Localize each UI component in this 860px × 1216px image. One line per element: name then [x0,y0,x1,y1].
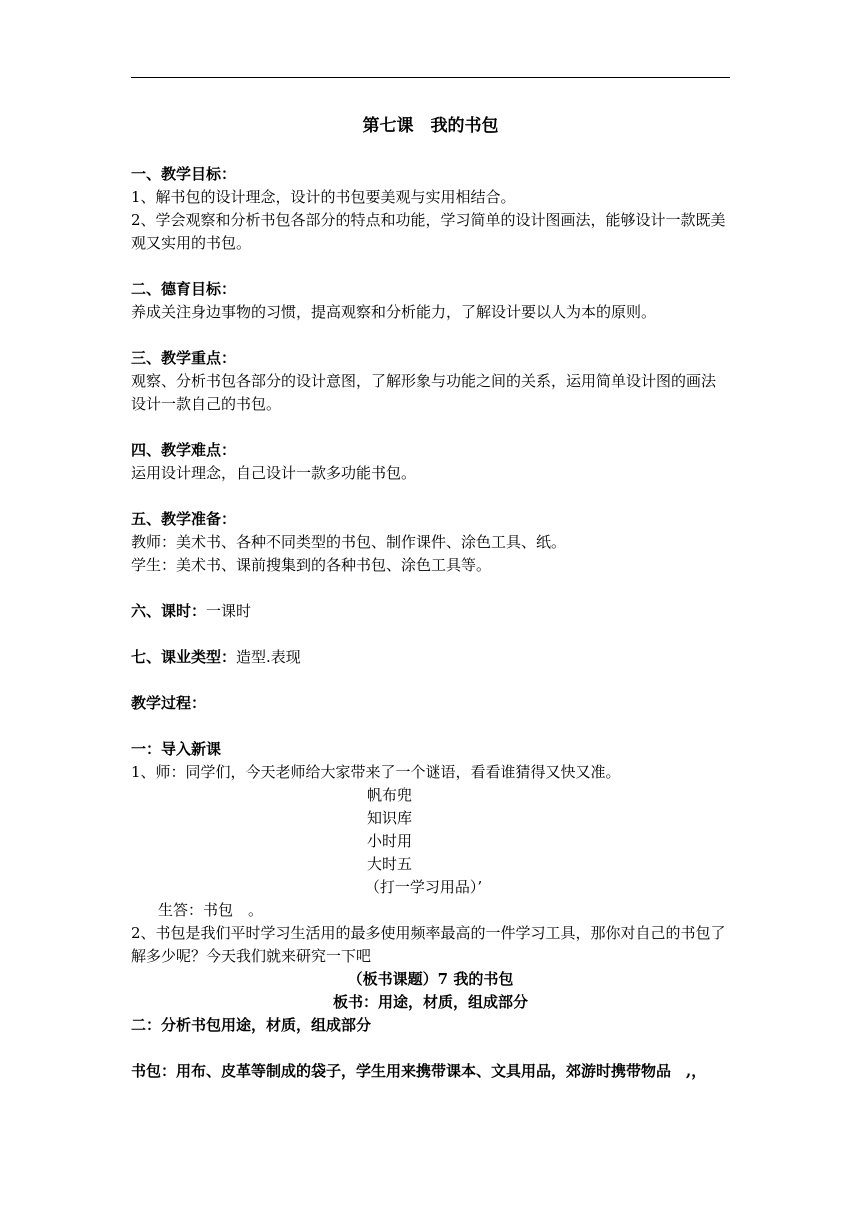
section-difficulties [131,439,730,485]
paragraph: 学生：美术书、课前搜集到的各种书包、涂色工具等。 [131,556,492,574]
section-heading: 二、德育目标： [131,280,237,298]
part-heading: 一：导入新课 [131,740,222,758]
section-heading: 三、教学重点： [131,349,237,367]
riddle-line: 知识库 [367,809,413,827]
section-value: 一课时 [206,602,252,620]
document-body [131,113,730,1083]
riddle-line: 大时五 [367,855,413,873]
section-preparation [131,508,730,577]
part-introduction [131,738,730,1014]
section-heading: 五、教学准备： [131,510,237,528]
definition-paragraph: 书包：用布、皮革等制成的袋子，学生用来携带课本、文具用品，郊游时携带物品 ,， [131,1062,707,1080]
part-analysis [131,1014,730,1083]
section-class-hours [131,600,730,623]
section-heading: 四、教学难点： [131,441,237,459]
board-title: （板书课题）7 我的书包 [347,970,514,988]
section-heading: 一、教学目标： [131,165,237,183]
header-rule [131,77,730,78]
riddle-line: 帆布兜 [367,786,413,804]
board-notes: 板书：用途，材质，组成部分 [332,993,528,1011]
paragraph: 养成关注身边事物的习惯，提高观察和分析能力，了解设计要以人为本的原则。 [131,303,657,321]
process-heading: 教学过程： [131,694,207,712]
section-label: 七、课业类型： [131,648,237,666]
section-label: 六、课时： [131,602,207,620]
lesson-title: 第七课 我的书包 [362,116,499,136]
paragraph: 运用设计理念，自己设计一款多功能书包。 [131,464,417,482]
paragraph: 1、解书包的设计理念，设计的书包要美观与实用相结合。 [131,188,516,206]
paragraph: 2、学会观察和分析书包各部分的特点和功能，学习简单的设计图画法，能够设计一款既美观又实用的书包。 [131,211,726,252]
paragraph: 1、师：同学们，今天老师给大家带来了一个谜语，看看谁猜得又快又准。 [131,763,621,781]
section-key-points [131,347,730,416]
paragraph: 2、书包是我们平时学习生活用的最多使用频率最高的一件学习工具，那你对自己的书包了解多少呢？今天我们就来研究一下吧 [131,924,726,965]
section-course-type [131,646,730,669]
section-moral-goals [131,278,730,324]
section-value: 造型.表现 [236,648,301,666]
student-answer: 生答：书包 。 [158,901,264,919]
paragraph: 教师：美术书、各种不同类型的书包、制作课件、涂色工具、纸。 [131,533,567,551]
section-teaching-goals [131,163,730,255]
riddle-hint: （打一学习用品）’ [364,878,483,896]
paragraph: 观察、分析书包各部分的设计意图，了解形象与功能之间的关系，运用简单设计图的画法设计一款自己的书包。 [131,372,717,413]
part-heading: 二：分析书包用途，材质，组成部分 [131,1016,372,1034]
riddle-line: 小时用 [367,832,413,850]
